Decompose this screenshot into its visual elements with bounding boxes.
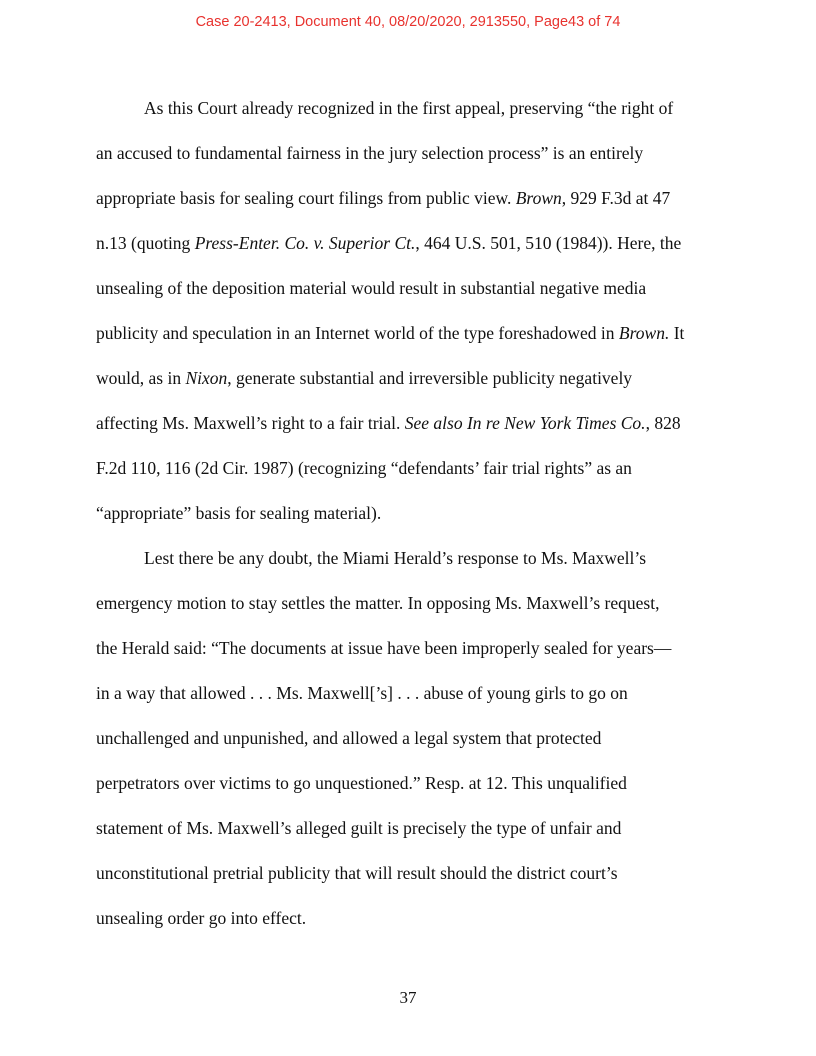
text-span: perpetrators over victims to go unquestioned.” Resp. at 12. This unqualified [96, 773, 627, 793]
text-span: It [669, 323, 685, 343]
text-line [96, 770, 720, 815]
text-span: , 464 U.S. 501, 510 (1984)). Here, the [415, 233, 682, 253]
text-line [96, 545, 720, 590]
text-line [96, 275, 720, 320]
text-line [96, 455, 720, 500]
text-line [96, 365, 720, 410]
text-span: in a way that allowed . . . Ms. Maxwell[’s] . . . abuse of young girls to go on [96, 683, 628, 703]
text-line [96, 230, 720, 275]
text-span: F.2d 110, 116 (2d Cir. 1987) (recognizing “defendants’ fair trial rights” as an [96, 458, 632, 478]
page-number: 37 [399, 988, 417, 1007]
text-span: As this Court already recognized in the first appeal, preserving “the right of [144, 98, 674, 118]
case-citation: Brown [515, 188, 562, 208]
text-span: emergency motion to stay settles the matter. In opposing Ms. Maxwell’s request, [96, 593, 660, 613]
paragraph-2 [96, 545, 720, 950]
case-header: Case 20-2413, Document 40, 08/20/2020, 2913550, Page43 of 74 [195, 14, 621, 30]
text-line [96, 410, 720, 455]
case-citation: See also In re New York Times Co. [404, 413, 646, 433]
text-line [96, 815, 720, 860]
text-span: unconstitutional pretrial publicity that will result should the district court’s [96, 863, 618, 883]
text-line [96, 905, 720, 950]
case-citation: Brown. [618, 323, 670, 343]
text-span: an accused to fundamental fairness in the jury selection process” is an entirely [96, 143, 644, 163]
text-span: publicity and speculation in an Internet world of the type foreshadowed in [96, 323, 619, 343]
text-line [96, 635, 720, 680]
text-line [96, 860, 720, 905]
text-line [96, 500, 720, 545]
text-line [96, 140, 720, 185]
text-span: the Herald said: “The documents at issue have been improperly sealed for years— [96, 638, 672, 658]
text-span: Lest there be any doubt, the Miami Herald’s response to Ms. Maxwell’s [144, 548, 647, 568]
text-line [96, 185, 720, 230]
case-citation: Press-Enter. Co. v. Superior Ct. [194, 233, 416, 253]
text-span: , 929 F.3d at 47 [561, 188, 671, 208]
text-span: , 828 [645, 413, 681, 433]
text-span: unsealing of the deposition material would result in substantial negative media [96, 278, 647, 298]
text-line [96, 95, 720, 140]
text-span: statement of Ms. Maxwell’s alleged guilt is precisely the type of unfair and [96, 818, 622, 838]
text-span: , generate substantial and irreversible publicity negatively [227, 368, 633, 388]
text-span: unsealing order go into effect. [96, 908, 307, 928]
text-span: unchallenged and unpunished, and allowed a legal system that protected [96, 728, 602, 748]
text-line [96, 320, 720, 365]
text-span: would, as in [96, 368, 186, 388]
text-span: “appropriate” basis for sealing material). [96, 503, 382, 523]
text-span: affecting Ms. Maxwell’s right to a fair trial. [96, 413, 405, 433]
paragraph-1 [96, 95, 720, 545]
text-line [96, 590, 720, 635]
text-line [96, 725, 720, 770]
text-line [96, 680, 720, 725]
case-citation: Nixon [185, 368, 228, 388]
text-span: appropriate basis for sealing court filings from public view. [96, 188, 516, 208]
text-span: n.13 (quoting [96, 233, 195, 253]
